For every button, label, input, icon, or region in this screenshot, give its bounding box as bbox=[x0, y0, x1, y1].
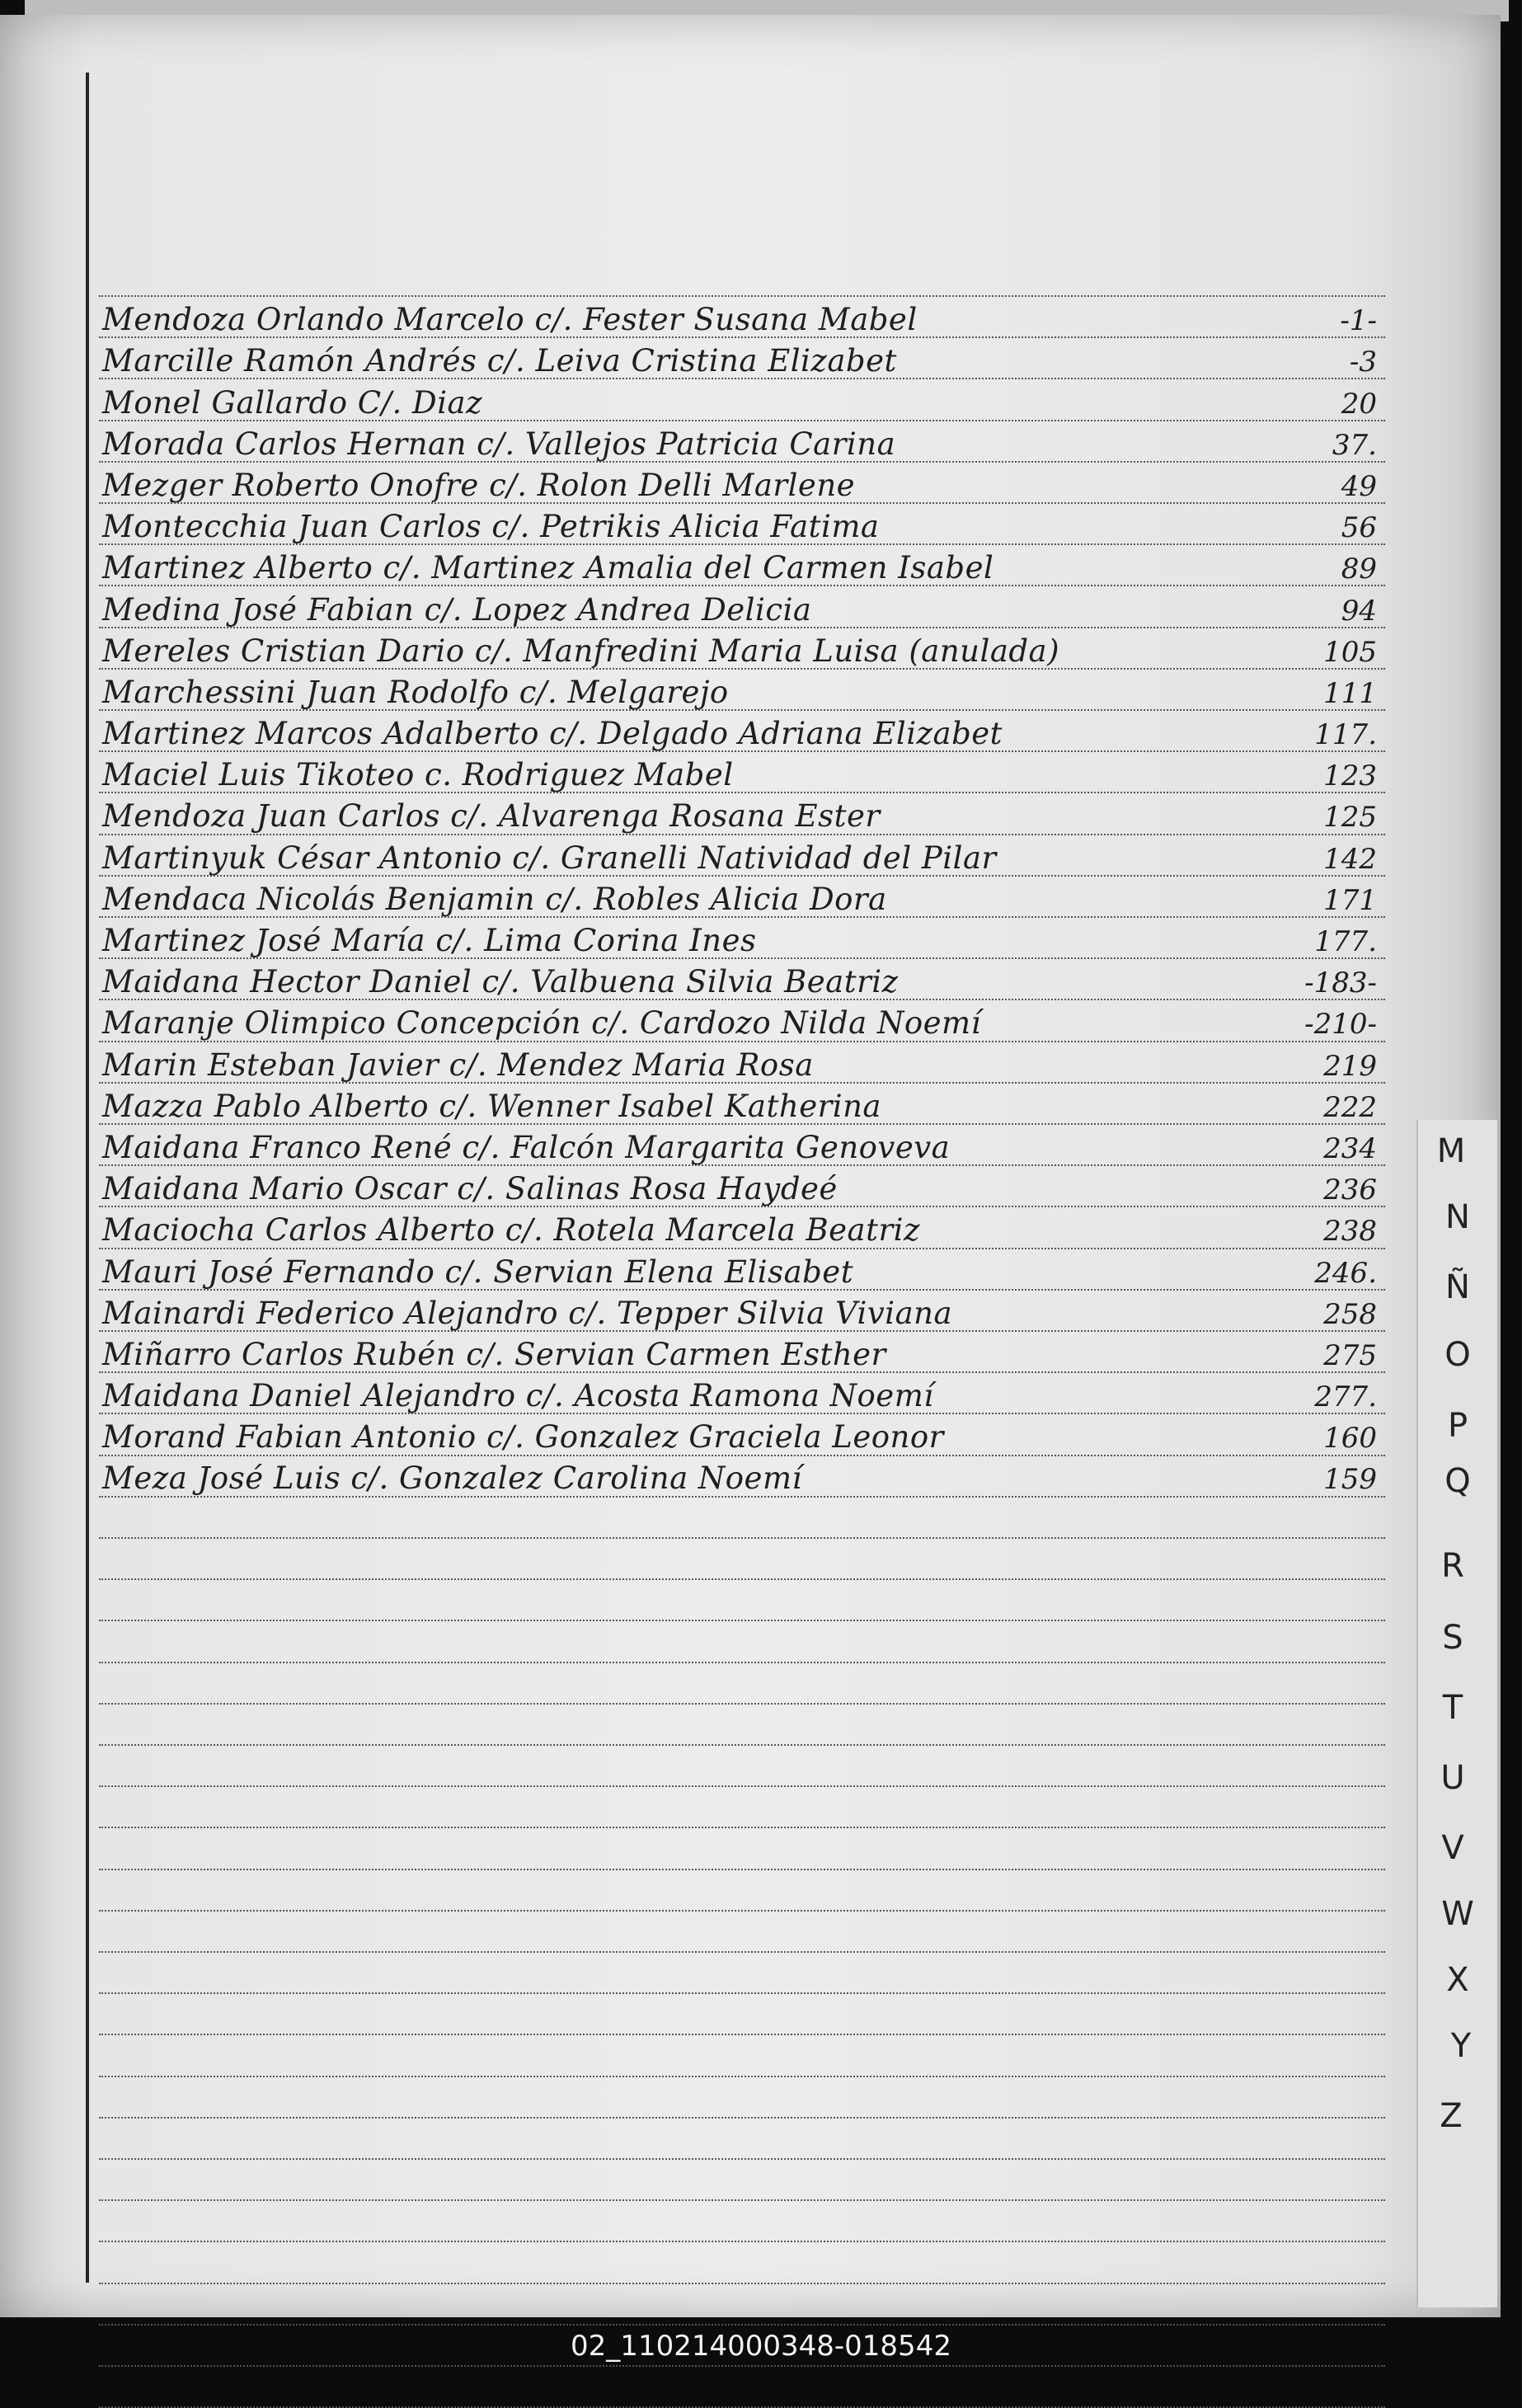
entry-name: Maciel Luis Tikoteo c. Rodriguez Mabel bbox=[102, 757, 734, 793]
entry-row bbox=[99, 382, 1393, 423]
entry-name: Marcille Ramón Andrés c/. Leiva Cristina Elizabet bbox=[102, 343, 897, 379]
ruled-line bbox=[99, 1703, 1385, 1705]
entry-name: Monel Gallardo C/. Diaz bbox=[102, 384, 483, 421]
entry-page-number: 222 bbox=[1323, 1090, 1377, 1124]
entry-page-number: 177. bbox=[1314, 925, 1377, 958]
entry-page-number: -3 bbox=[1349, 346, 1377, 379]
entry-row bbox=[99, 506, 1393, 548]
entry-page-number: 258 bbox=[1323, 1297, 1377, 1331]
entry-page-number: 20 bbox=[1341, 387, 1377, 421]
entry-name: Mendaca Nicolás Benjamin c/. Robles Alicia Dora bbox=[102, 881, 887, 917]
index-tab-r[interactable]: R bbox=[1441, 1547, 1464, 1585]
entry-name: Mainardi Federico Alejandro c/. Tepper Silvia Viviana bbox=[102, 1295, 953, 1331]
entry-page-number: 171 bbox=[1323, 883, 1377, 917]
index-tab-enye[interactable]: Ñ bbox=[1445, 1268, 1470, 1306]
entry-name: Morada Carlos Hernan c/. Vallejos Patricia Carina bbox=[102, 426, 896, 462]
entry-name: Montecchia Juan Carlos c/. Petrikis Alicia Fatima bbox=[102, 509, 880, 545]
entry-name: Mendoza Orlando Marcelo c/. Fester Susana Mabel bbox=[102, 302, 918, 338]
entry-row bbox=[99, 1334, 1393, 1376]
entry-row bbox=[99, 920, 1393, 962]
ruled-line bbox=[99, 1662, 1385, 1663]
entry-row bbox=[99, 631, 1393, 672]
entry-page-number: 125 bbox=[1323, 801, 1377, 835]
ruled-line bbox=[99, 1578, 1385, 1580]
entry-row bbox=[99, 1044, 1393, 1085]
ruled-line bbox=[99, 1910, 1385, 1912]
entry-row bbox=[99, 1127, 1393, 1169]
entry-name: Maidana Mario Oscar c/. Salinas Rosa Haydeé bbox=[102, 1171, 838, 1207]
entry-name: Mezger Roberto Onofre c/. Rolon Delli Marlene bbox=[102, 467, 856, 503]
entry-name: Martinez Alberto c/. Martinez Amalia del Carmen Isabel bbox=[102, 550, 994, 586]
entry-name: Mereles Cristian Dario c/. Manfredini Maria Luisa (anulada) bbox=[102, 633, 1060, 669]
index-tab-p[interactable]: P bbox=[1447, 1407, 1468, 1445]
margin-line bbox=[86, 73, 89, 2283]
ruled-line bbox=[99, 2117, 1385, 2119]
entry-page-number: 123 bbox=[1323, 760, 1377, 793]
entry-page-number: 238 bbox=[1323, 1215, 1377, 1249]
entry-row bbox=[99, 1210, 1393, 1251]
ruled-line bbox=[99, 2076, 1385, 2077]
entry-page-number: 49 bbox=[1341, 469, 1377, 503]
entry-row bbox=[99, 589, 1393, 630]
entry-name: Morand Fabian Antonio c/. Gonzalez Graciela Leonor bbox=[102, 1419, 944, 1456]
entry-page-number: 219 bbox=[1323, 1049, 1377, 1083]
entry-row bbox=[99, 1458, 1393, 1499]
ruled-line bbox=[99, 1951, 1385, 1953]
entry-row bbox=[99, 424, 1393, 465]
entry-row bbox=[99, 1417, 1393, 1458]
entry-page-number: 246. bbox=[1314, 1256, 1377, 1290]
index-tab-w[interactable]: W bbox=[1441, 1895, 1474, 1933]
index-page bbox=[0, 15, 1501, 2317]
entry-page-number: 160 bbox=[1323, 1422, 1377, 1456]
ruled-line bbox=[99, 1744, 1385, 1746]
index-tab-o[interactable]: O bbox=[1444, 1336, 1471, 1374]
entry-name: Maranje Olimpico Concepción c/. Cardozo Nilda Noemí bbox=[102, 1005, 981, 1042]
index-tab-t[interactable]: T bbox=[1442, 1689, 1463, 1727]
entry-page-number: 234 bbox=[1323, 1131, 1377, 1165]
entry-page-number: 275 bbox=[1323, 1338, 1377, 1372]
entry-name: Maidana Franco René c/. Falcón Margarita Genoveva bbox=[102, 1129, 951, 1165]
entry-page-number: 89 bbox=[1341, 553, 1377, 586]
entry-name: Maidana Hector Daniel c/. Valbuena Silvia Beatriz bbox=[102, 964, 899, 1000]
entry-page-number: -210- bbox=[1304, 1008, 1377, 1042]
index-tab-v[interactable]: V bbox=[1441, 1829, 1464, 1867]
entry-row bbox=[99, 755, 1393, 796]
index-tab-m[interactable]: M bbox=[1436, 1132, 1466, 1170]
entry-page-number: 159 bbox=[1323, 1463, 1377, 1497]
entry-list bbox=[99, 299, 1393, 1499]
entry-row bbox=[99, 962, 1393, 1003]
index-tab-q[interactable]: Q bbox=[1444, 1462, 1471, 1500]
entry-name: Mendoza Juan Carlos c/. Alvarenga Rosana Ester bbox=[102, 798, 881, 835]
entry-name: Meza José Luis c/. Gonzalez Carolina Noemí bbox=[102, 1460, 802, 1497]
entry-row bbox=[99, 796, 1393, 837]
entry-row bbox=[99, 465, 1393, 506]
entry-page-number: 94 bbox=[1341, 594, 1377, 628]
ruled-line bbox=[99, 2283, 1385, 2284]
index-tab-x[interactable]: X bbox=[1446, 1961, 1469, 1999]
ruled-line bbox=[99, 1785, 1385, 1787]
index-tab-z[interactable]: Z bbox=[1440, 2097, 1463, 2135]
entry-page-number: 111 bbox=[1323, 676, 1377, 710]
entry-row bbox=[99, 1086, 1393, 1127]
entry-row bbox=[99, 879, 1393, 920]
ruled-line bbox=[99, 2158, 1385, 2160]
entry-row bbox=[99, 1376, 1393, 1417]
entry-row bbox=[99, 1251, 1393, 1292]
entry-page-number: 37. bbox=[1332, 428, 1377, 462]
ruled-line bbox=[99, 2241, 1385, 2242]
entry-page-number: -183- bbox=[1304, 966, 1377, 1000]
entry-row bbox=[99, 713, 1393, 755]
entry-page-number: 142 bbox=[1323, 842, 1377, 876]
entry-name: Maciocha Carlos Alberto c/. Rotela Marcela Beatriz bbox=[102, 1212, 920, 1249]
entry-name: Miñarro Carlos Rubén c/. Servian Carmen Esther bbox=[102, 1336, 886, 1372]
entry-row bbox=[99, 548, 1393, 589]
entry-row bbox=[99, 299, 1393, 341]
entry-name: Mauri José Fernando c/. Servian Elena Elisabet bbox=[102, 1253, 854, 1290]
entry-name: Martinyuk César Antonio c/. Granelli Natividad del Pilar bbox=[102, 840, 997, 876]
entry-page-number: 56 bbox=[1341, 511, 1377, 545]
ruled-line bbox=[99, 2199, 1385, 2201]
entry-page-number: -1- bbox=[1340, 304, 1377, 338]
ruled-line bbox=[99, 1869, 1385, 1870]
entry-name: Maidana Daniel Alejandro c/. Acosta Ramona Noemí bbox=[102, 1378, 934, 1414]
index-tab-s[interactable]: S bbox=[1442, 1619, 1463, 1657]
index-tab-u[interactable]: U bbox=[1440, 1759, 1465, 1797]
entry-page-number: 105 bbox=[1323, 635, 1377, 669]
ruled-line bbox=[99, 1827, 1385, 1828]
entry-page-number: 236 bbox=[1323, 1173, 1377, 1207]
entry-name: Mazza Pablo Alberto c/. Wenner Isabel Katherina bbox=[102, 1088, 881, 1124]
ruled-line bbox=[99, 1620, 1385, 1621]
entry-row bbox=[99, 672, 1393, 713]
entry-name: Martinez José María c/. Lima Corina Ines bbox=[102, 923, 757, 958]
entry-page-number: 277. bbox=[1314, 1380, 1377, 1414]
index-tab-y[interactable]: Y bbox=[1450, 2027, 1472, 2065]
index-tab-n[interactable]: N bbox=[1445, 1198, 1470, 1236]
ruled-line bbox=[99, 295, 1385, 297]
ruled-line bbox=[99, 1992, 1385, 1994]
entry-name: Martinez Marcos Adalberto c/. Delgado Adriana Elizabet bbox=[102, 716, 1003, 752]
entry-row bbox=[99, 341, 1393, 382]
scan-identifier: 02_110214000348-018542 bbox=[571, 2330, 951, 2363]
entry-page-number: 117. bbox=[1314, 718, 1377, 752]
entry-name: Marchessini Juan Rodolfo c/. Melgarejo bbox=[102, 674, 729, 710]
entry-row bbox=[99, 1293, 1393, 1334]
entry-row bbox=[99, 1169, 1393, 1210]
entry-name: Marin Esteban Javier c/. Mendez Maria Rosa bbox=[102, 1046, 814, 1083]
ruled-line bbox=[99, 1537, 1385, 1539]
entry-row bbox=[99, 1003, 1393, 1044]
entry-name: Medina José Fabian c/. Lopez Andrea Delicia bbox=[102, 591, 812, 628]
alphabet-index-tabs bbox=[1416, 1120, 1497, 2307]
entry-row bbox=[99, 837, 1393, 878]
ruled-line bbox=[99, 2034, 1385, 2035]
